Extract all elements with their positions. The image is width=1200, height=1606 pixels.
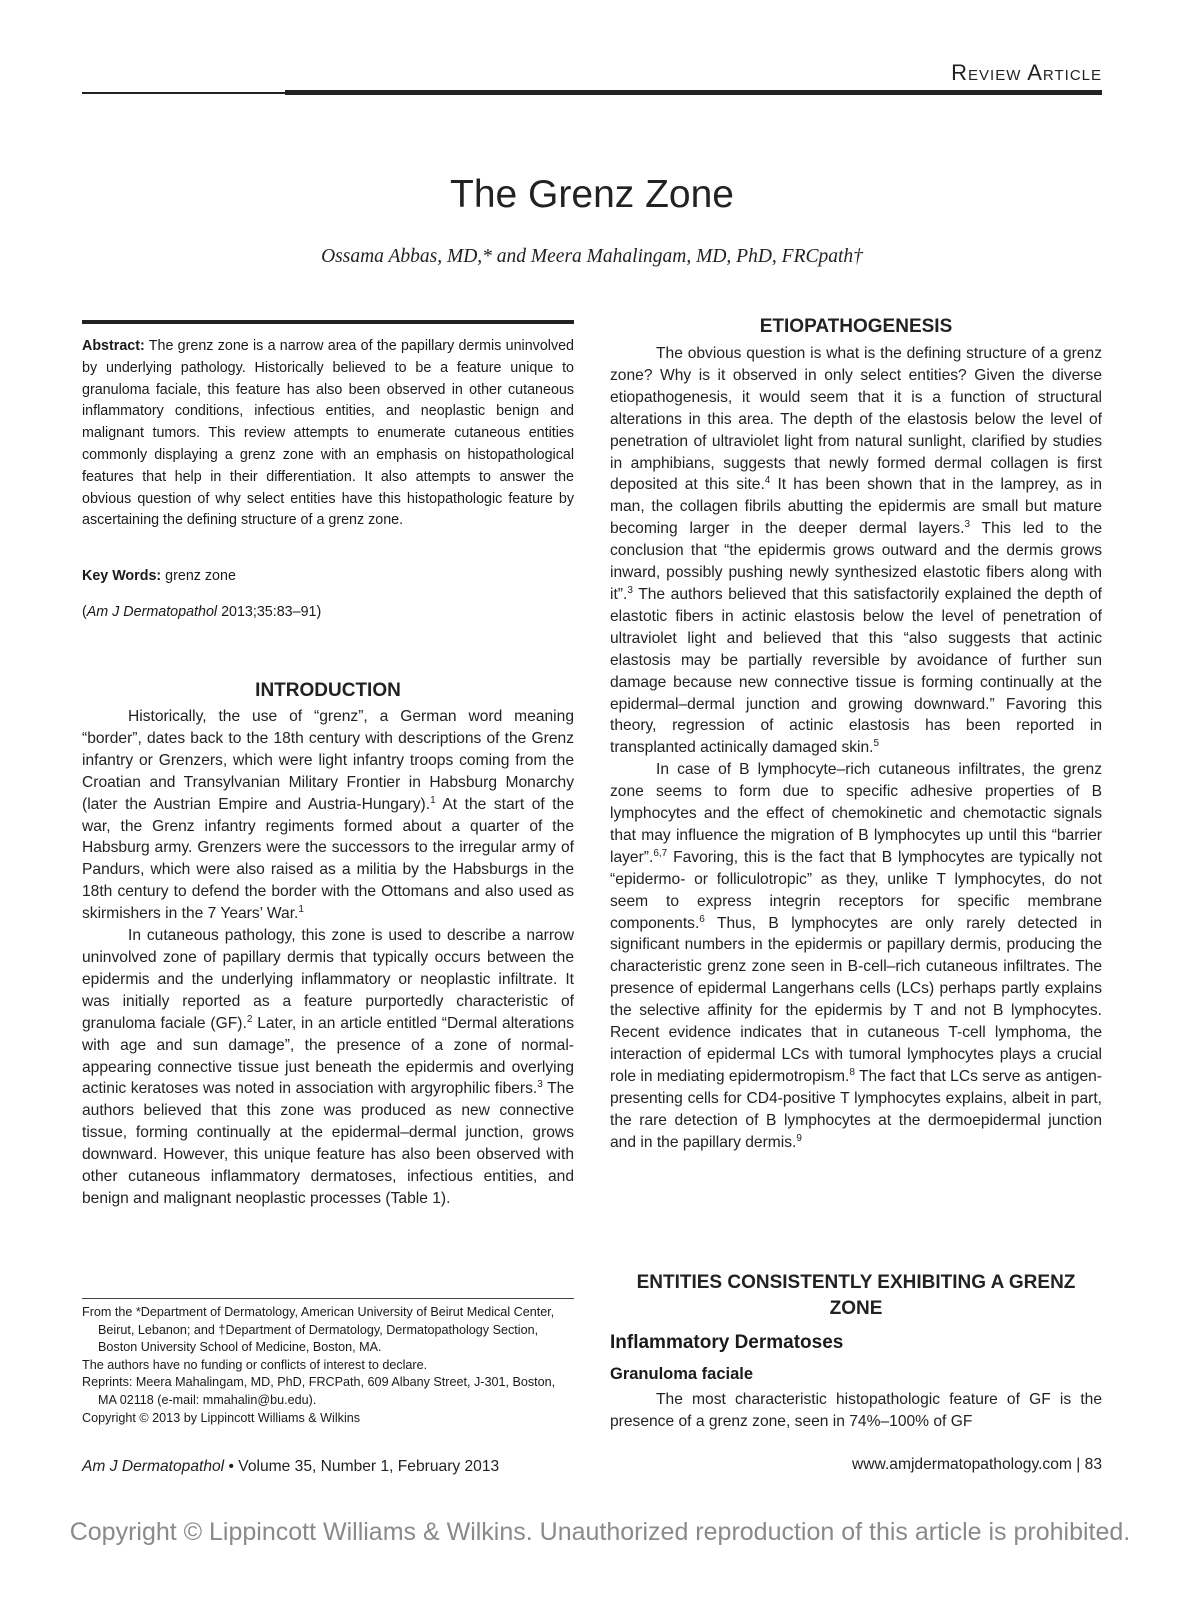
abstract-rule xyxy=(82,320,574,324)
footnotes xyxy=(82,1304,574,1427)
granuloma-faciale-paragraph: The most characteristic histopathologic feature of GF is the presence of a grenz zone, seen in 74%–100% of GF xyxy=(610,1391,1102,1430)
introduction-heading: INTRODUCTION xyxy=(255,680,401,701)
copyright-banner: Copyright © Lippincott Williams & Wilkins. Unauthorized reproduction of this article is prohibited. xyxy=(69,1518,1131,1546)
entities-heading: ENTITIES CONSISTENTLY EXHIBITING A GRENZ ZONE xyxy=(636,1272,1076,1319)
page-number: 83 xyxy=(1084,1456,1102,1473)
footer-website[interactable]: www.amjdermatopathology.com xyxy=(852,1456,1072,1473)
keywords-value: grenz zone xyxy=(165,568,236,584)
footnote-reprints: Reprints: Meera Mahalingam, MD, PhD, FRCPath, 609 Albany Street, J-301, Boston, MA 02118 (e-mail: mmahalin@bu.edu). xyxy=(82,1375,556,1407)
footnote-copyright: Copyright © 2013 by Lippincott Williams & Wilkins xyxy=(82,1410,361,1425)
footer-issue: Volume 35, Number 1, February 2013 xyxy=(238,1458,500,1475)
granuloma-faciale-heading: Granuloma faciale xyxy=(610,1365,754,1383)
introduction-body xyxy=(82,706,574,1210)
footer-bullet: • xyxy=(228,1458,234,1475)
etiopathogenesis-heading: ETIOPATHOGENESIS xyxy=(759,316,953,337)
citation-details: 2013;35:83–91 xyxy=(221,604,317,620)
footer-journal: Am J Dermatopathol xyxy=(82,1458,225,1475)
keywords xyxy=(82,568,574,584)
citation: (Am J Dermatopathol 2013;35:83–91) xyxy=(82,604,322,620)
abstract xyxy=(82,336,574,532)
keywords-label: Key Words: xyxy=(82,568,162,584)
etiopathogenesis-paragraph-2: In case of B lymphocyte–rich cutaneous infiltrates, the grenz zone seems to form due to specific adhesive properties of B lymphocytes and the effect of chemokinetic and chemotactic signals that may influence the migration of B lymphocytes up until this “barrier layer”.$^{6,7}$ Favoring, this is the fact that B lymphocytes are typically not “epidermo- or folliculotropic” as they, unlike T lymphocytes, do not seem to express integrin receptors for specific membrane components.$^6$ Thus, B lymphocytes are only rarely detected in significant numbers in the epidermis or papillary dermis, producing the characteristic grenz zone seen in B-cell–rich cutaneous infiltrates. The presence of epidermal Langerhans cells (LCs) perhaps partly explains the selective affinity for the epidermis by T and not B lymphocytes. Recent evidence indicates that in cutaneous T-cell lymphoma, the interaction of epidermal LCs with tumoral lymphocytes plays a crucial role in mediating epidermotropism.$^8$ The fact that LCs serve as antigen-presenting cells for CD4-positive T lymphocytes explains, albeit in part, the rare detection of B lymphocytes at the dermoepidermal junction and in the papillary dermis.$^9$ xyxy=(610,761,1102,1151)
etiopathogenesis-body xyxy=(610,343,1102,1154)
etiopathogenesis-paragraph-1: The obvious question is what is the defining structure of a grenz zone? Why is it observed in only select entities? Given the diverse etiopathogenesis, it would seem that it is a function of structural alterations in this area. The depth of the elastosis below the level of penetration of ultraviolet light from natural sunlight, clarified by studies in amphibians, suggests that newly formed dermal collagen is first deposited at this site.$^4$ It has been shown that in the lamprey, as in man, the collagen fibrils abutting the epidermis are small but mature becoming larger in the deeper dermal layers.$^3$ This led to the conclusion that “the epidermis grows outward and the dermis grows inward, possibly pushing newly synthesized elastotic fibers along with it”.$^3$ The authors believed that this satisfactorily explained the depth of elastotic fibers in actinic elastosis below the level of penetration of ultraviolet light and believed that this “also suggests that actinic elastosis may be partially reversible by avoidance of further sun damage because new connective tissue is forming continually at the epidermal–dermal junction and growing downward.” Favoring this theory, regression of actinic elastosis has been reported in transplanted actinically damaged skin.$^5$ xyxy=(610,345,1102,757)
abstract-text: The grenz zone is a narrow area of the papillary dermis uninvolved by underlying pathology. Historically believed to be a feature unique to granuloma faciale, this feature has also been observed in other cutaneous inflammatory conditions, infectious entities, and neoplastic benign and malignant tumors. This review attempts to enumerate cutaneous entities commonly displaying a grenz zone with an emphasis on histopathological features that help in their differentiation. It also attempts to answer the obvious question of why select entities have this histopathologic feature by ascertaining the defining structure of a grenz zone. xyxy=(82,338,574,529)
citation-journal: Am J Dermatopathol xyxy=(86,604,218,620)
introduction-paragraph-1: Historically, the use of “grenz”, a German word meaning “border”, dates back to the 18th century with descriptions of the Grenz infantry or Grenzers, which were light infantry troops coming from the Croatian and Transylvanian Military Frontier in Habsburg Monarchy (later the Austrian Empire and Austria-Hungary).$^1$ At the start of the war, the Grenz infantry regiments formed about a quarter of the Habsburg army. Grenzers were the successors to the irregular army of Pandurs, which were also raised as a militia by the Habsburgs in the 18th century to defend the border with the Ottomans and also used as skirmishers in the 7 Years’ War.$^1$ xyxy=(82,708,574,923)
footer-separator: | xyxy=(1076,1456,1081,1473)
article-authors: Ossama Abbas, MD,* and Meera Mahalingam, MD, PhD, FRCpath† xyxy=(321,246,863,267)
abstract-label: Abstract: xyxy=(82,338,145,354)
footnote-conflict: The authors have no funding or conflicts of interest to declare. xyxy=(82,1357,428,1372)
footnote-affiliation: From the *Department of Dermatology, American University of Beirut Medical Center, Beirut, Lebanon; and †Department of Dermatology, Dermatopathology Section, Boston University School of Medicine, Boston, MA. xyxy=(82,1305,555,1355)
section-label: Review Article xyxy=(951,60,1102,85)
footer-journal-info xyxy=(82,1458,499,1476)
header-rule-thick xyxy=(285,90,1102,95)
introduction-paragraph-2: In cutaneous pathology, this zone is used to describe a narrow uninvolved zone of papillary dermis that typically occurs between the epidermis and the underlying inflammatory or neoplastic infiltrate. It was initially reported as a feature purportedly characteristic of granuloma faciale (GF).$^2$ Later, in an article entitled “Dermal alterations with age and sun damage”, the presence of a zone of normal-appearing connective tissue just beneath the epidermis and overlying actinic keratoses was noted in association with argyrophilic fibers.$^3$ The authors believed that this zone was produced as new connective tissue, forming continually at the epidermal–dermal junction, grows downward. However, this unique feature has also been observed with other cutaneous inflammatory dermatoses, infectious entities, and benign and malignant neoplastic processes (Table 1). xyxy=(82,927,574,1207)
footer-website-page xyxy=(610,1456,1102,1474)
inflammatory-dermatoses-heading: Inflammatory Dermatoses xyxy=(610,1332,844,1353)
footnote-rule xyxy=(82,1298,574,1299)
granuloma-faciale-body xyxy=(610,1389,1102,1433)
article-title: The Grenz Zone xyxy=(450,173,734,216)
